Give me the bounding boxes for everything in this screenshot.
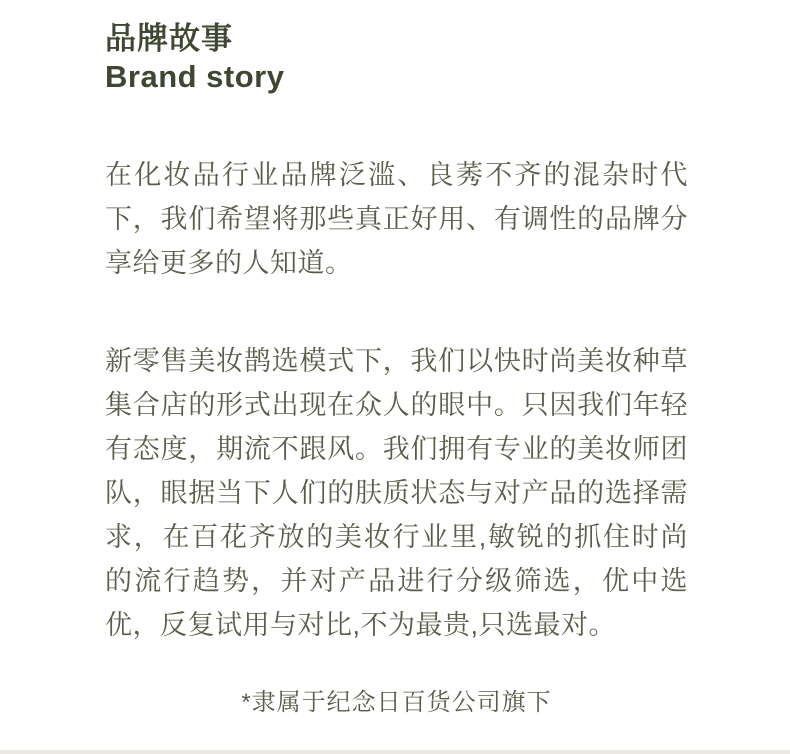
brand-story-paragraph-intro: 在化妆品行业品牌泛滥、良莠不齐的混杂时代下，我们希望将那些真正好用、有调性的品牌分享给更多的人知道。	[105, 160, 688, 278]
section-bottom-divider	[0, 750, 790, 754]
section-title-chinese: 品牌故事	[105, 21, 233, 56]
page-title	[105, 20, 688, 96]
affiliation-footnote: *隶属于纪念日百货公司旗下	[241, 689, 552, 716]
brand-story-paragraph-detail: 新零售美妆鹊选模式下，我们以快时尚美妆种草集合店的形式出现在众人的眼中。只因我们年轻有态度，期流不跟风。我们拥有专业的美妆师团队，眼据当下人们的肤质状态与对产品的选择需求，在百花齐放的美妆行业里,敏锐的抓住时尚的流行趋势，并对产品进行分级筛选，优中选优，反复试用与对比,不为最贵,只选最对。	[105, 346, 688, 640]
section-title-english: Brand story	[105, 59, 285, 94]
